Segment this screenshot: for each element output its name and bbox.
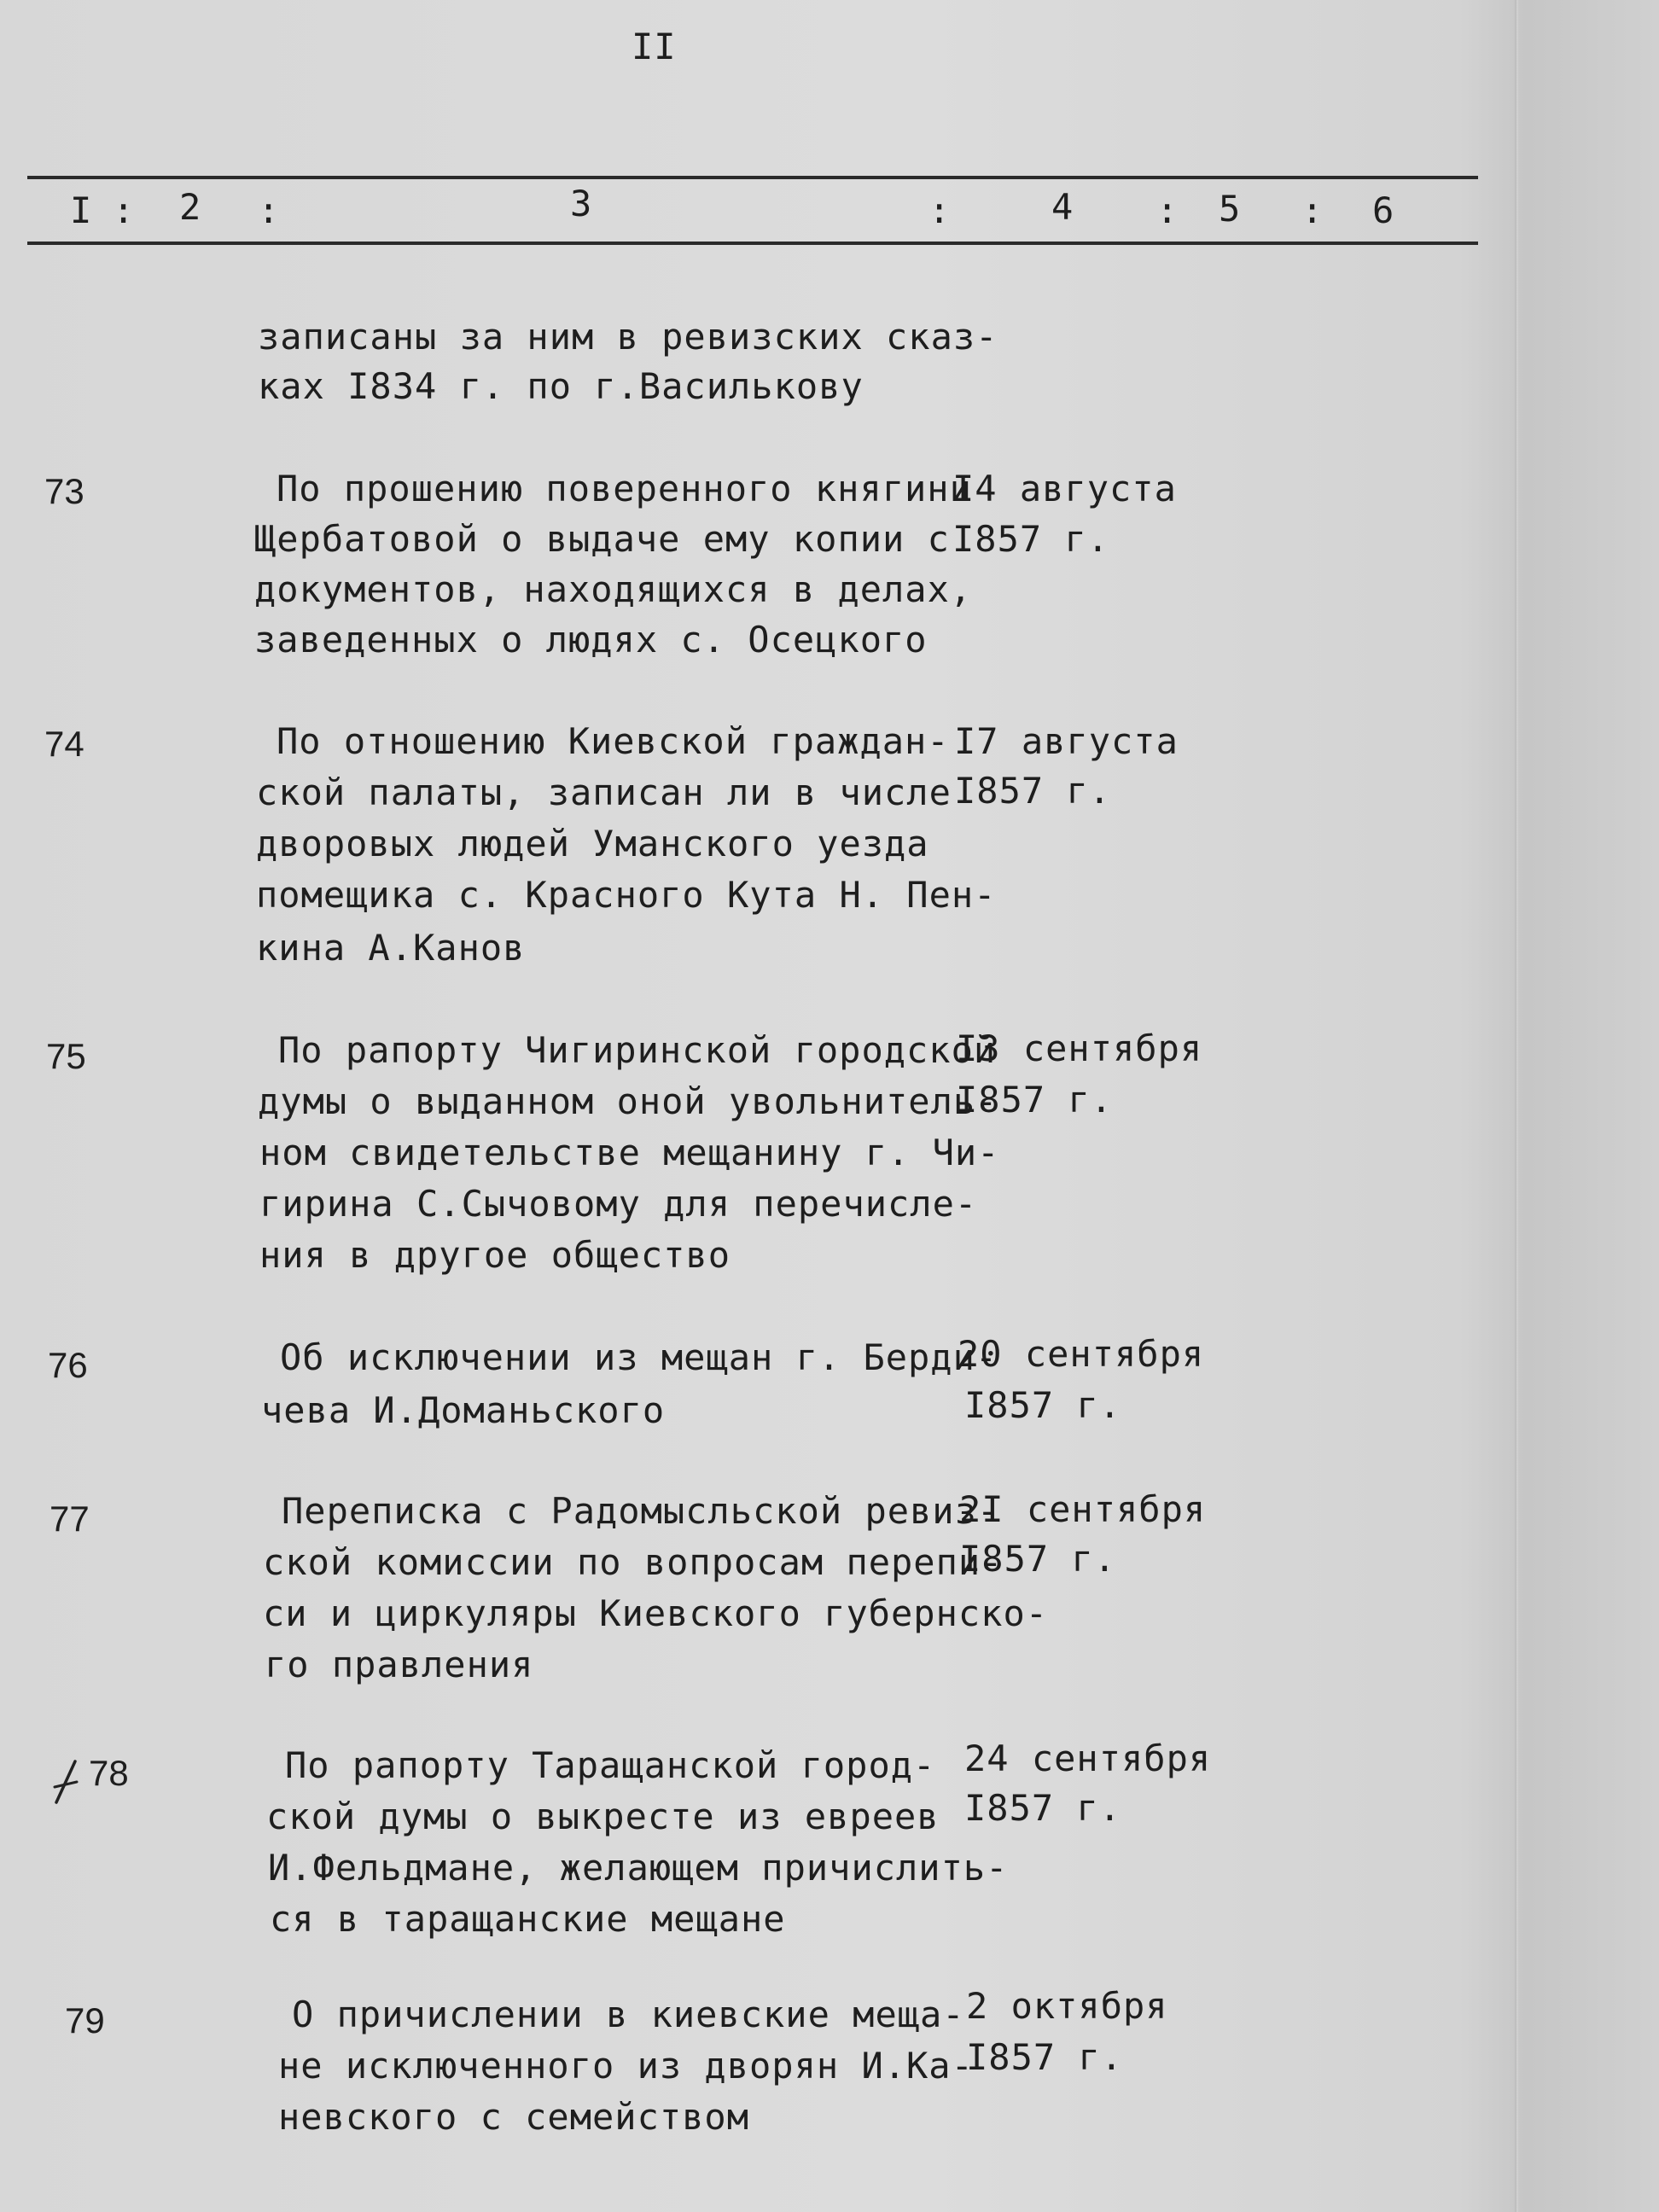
- entry-text-line: ской комиссии по вопросам перепи-: [263, 1541, 1004, 1583]
- entry-text-line: го правления: [265, 1644, 534, 1685]
- entry-text-line: не исключенного из дворян И.Ка-: [278, 2045, 974, 2087]
- entry-text-line: чева И.Доманьского: [261, 1389, 666, 1431]
- column-separator: :: [1156, 189, 1179, 231]
- entry-number: 79: [65, 2000, 105, 2040]
- entry-date-line: I857 г.: [956, 1079, 1114, 1121]
- column-header-6: 6: [1372, 189, 1395, 231]
- entry-date-line: I857 г.: [954, 770, 1112, 812]
- entry-date-line: I857 г.: [964, 1384, 1122, 1426]
- column-separator: :: [113, 189, 136, 231]
- entry-text-line: ном свидетельстве мещанину г. Чи-: [259, 1132, 1000, 1173]
- column-header-4: 4: [1051, 186, 1074, 228]
- column-header-2: 2: [179, 186, 202, 228]
- entry-text-line: По рапорту Чигиринской городской: [278, 1029, 997, 1071]
- column-separator: :: [258, 189, 281, 231]
- text-line: ках I834 г. по г.Василькову: [258, 365, 864, 407]
- entry-text-line: О причислении в киевские меща-: [292, 1994, 965, 2035]
- entry-date-line: I857 г.: [964, 1787, 1122, 1829]
- entry-text-line: По рапорту Таращанской город-: [285, 1744, 936, 1786]
- entry-date-line: I7 августа: [954, 720, 1179, 762]
- entry-text-line: Щербатовой о выдаче ему копии с: [254, 518, 950, 560]
- entry-text-line: ской думы о выкресте из евреев: [266, 1796, 940, 1837]
- entry-number: 74: [44, 724, 84, 764]
- column-header-3: 3: [570, 183, 593, 224]
- entry-date-line: 2I сентября: [959, 1488, 1207, 1530]
- entry-date-line: I857 г.: [966, 2036, 1124, 2078]
- entry-date-line: I857 г.: [952, 518, 1110, 560]
- entry-text-line: По отношению Киевской граждан-: [276, 720, 950, 762]
- entry-text-line: Переписка с Радомысльской ревиз-: [282, 1490, 1000, 1532]
- column-header-5: 5: [1219, 188, 1242, 230]
- entry-date-line: I3 сентября: [956, 1027, 1203, 1069]
- entry-text-line: По прошению поверенного княгини: [276, 468, 972, 509]
- entry-text-line: кина А.Канов: [256, 927, 526, 969]
- entry-text-line: помещика с. Красного Кута Н. Пен-: [256, 874, 997, 916]
- column-separator: :: [1301, 189, 1324, 231]
- entry-text-line: ской палаты, записан ли в числе: [256, 771, 952, 813]
- entry-number: 78: [89, 1753, 129, 1793]
- header-bottom-rule: [27, 242, 1478, 245]
- entry-date-line: 2 октября: [966, 1985, 1168, 2027]
- entry-number: 77: [49, 1499, 90, 1539]
- page-fold-shadow: [1515, 0, 1518, 2212]
- entry-text-line: си и циркуляры Киевского губернско-: [263, 1592, 1049, 1634]
- entry-number: 73: [44, 471, 84, 511]
- entry-number: 75: [46, 1036, 86, 1076]
- entry-text-line: ся в таращанские мещане: [270, 1898, 786, 1940]
- entry-text-line: дворовых людей Уманского уезда: [256, 823, 929, 864]
- entry-date-line: I4 августа: [952, 468, 1177, 509]
- entry-text-line: невского с семейством: [278, 2096, 750, 2138]
- column-header-1: I: [70, 189, 93, 231]
- header-top-rule: [27, 176, 1478, 179]
- handwritten-check-mark: [51, 1758, 82, 1807]
- entry-date-line: 20 сентября: [958, 1333, 1205, 1375]
- entry-text-line: гирина С.Сычовому для перечисле-: [259, 1183, 978, 1225]
- entry-text-line: документов, находящихся в делах,: [254, 568, 973, 610]
- text-line: записаны за ним в ревизских сказ-: [258, 316, 998, 358]
- entry-date-line: I857 г.: [959, 1538, 1117, 1580]
- column-separator: :: [928, 189, 952, 231]
- entry-number: 76: [48, 1345, 88, 1385]
- entry-text-line: Об исключении из мещан г. Берди-: [280, 1336, 998, 1378]
- entry-text-line: заведенных о людях с. Осецкого: [254, 619, 928, 661]
- entry-text-line: И.Фельдмане, желающем причислить-: [268, 1847, 1009, 1889]
- entry-text-line: ния в другое общество: [259, 1234, 731, 1276]
- entry-text-line: думы о выданном оной увольнитель-: [258, 1080, 998, 1122]
- page-number: II: [632, 26, 677, 67]
- entry-date-line: 24 сентября: [964, 1738, 1212, 1779]
